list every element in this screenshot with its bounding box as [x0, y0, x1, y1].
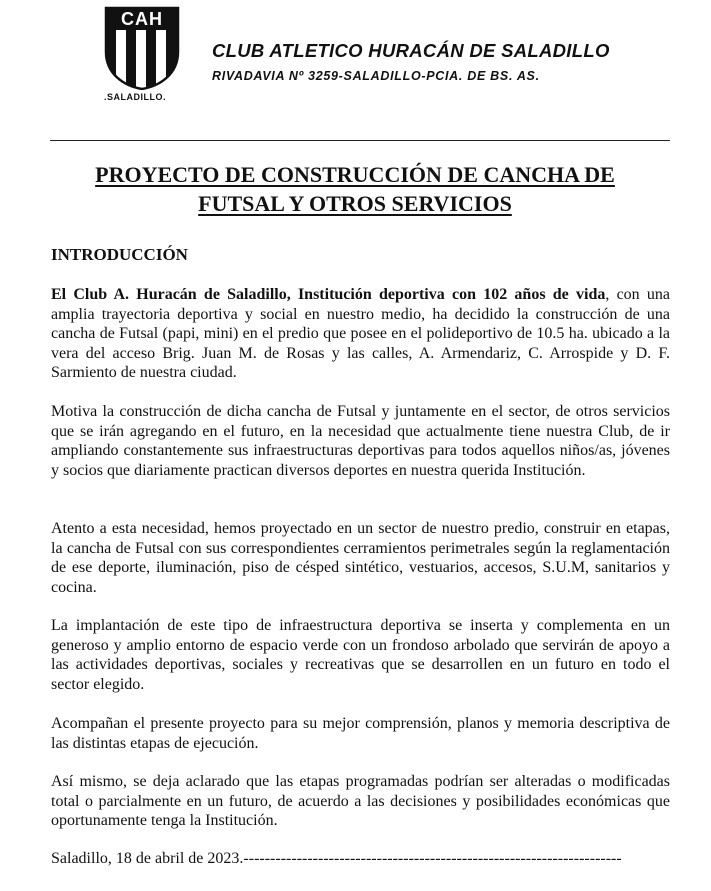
- club-name: CLUB ATLETICO HURACÁN DE SALADILLO: [212, 40, 610, 61]
- club-address: RIVADAVIA Nº 3259-SALADILLO-PCIA. DE BS. AS.: [212, 69, 540, 83]
- signoff-date: Saladillo, 18 de abril de 2023.-----------------------------------------------------------------------: [51, 850, 622, 867]
- paragraph-1-bold: El Club A. Huracán de Saladillo, Institución deportiva con 102 años de vida: [51, 286, 606, 303]
- title-line-2: FUTSAL Y OTROS SERVICIOS: [198, 191, 512, 216]
- paragraph-1: [51, 285, 670, 383]
- paragraph-5: Acompañan el presente proyecto para su mejor comprensión, planos y memoria descriptiva de las distintas etapas de ejecución.: [51, 715, 670, 752]
- paragraph-1-rest: , con una amplia trayectoria deportiva y social en nuestro medio, ha decidido la construcción de una cancha de Futsal (papi, mini) en el predio que posee en el polideportivo de 10.5 ha. ubicado a la vera del acceso Brig. Juan M. de Rosas y las calles, A. Armendariz, C. Arrospide y D. F. Sarmiento de nuestra ciudad.: [51, 286, 670, 382]
- logo-text: CAH: [121, 9, 163, 29]
- title-line-1: PROYECTO DE CONSTRUCCIÓN DE CANCHA DE: [95, 162, 615, 187]
- paragraph-4: La implantación de este tipo de infraestructura deportiva se inserta y complementa en un generoso y amplio entorno de espacio verde con un frondoso arbolado que servirán de apoyo a las actividades deportivas, sociales y recreativas que se desarrollen en un futuro en todo el sector elegido.: [51, 617, 670, 693]
- paragraph-2: Motiva la construcción de dicha cancha de Futsal y juntamente en el sector, de otros servicios que se irán agregando en el futuro, en la necesidad que actualmente tiene nuestra Club, de ir ampliando constantemente sus infraestructuras deportivas para todos aquellos niños/as, jóvenes y socios que diariamente practican diversos deportes en nuestra querida Institución.: [51, 403, 670, 479]
- logo-city-label: .SALADILLO.: [104, 92, 166, 102]
- club-crest-logo: [104, 6, 180, 90]
- document-title: [30, 160, 680, 218]
- header-divider: [50, 140, 670, 141]
- section-heading: INTRODUCCIÓN: [51, 245, 188, 264]
- paragraph-3: Atento a esta necesidad, hemos proyectado en un sector de nuestro predio, construir en etapas, la cancha de Futsal con sus correspondientes cerramientos perimetrales según la reglamentación de ese deporte, iluminación, piso de césped sintético, vestuarios, accesos, S.U.M, sanitarios y cocina.: [51, 520, 670, 596]
- paragraph-6: Así mismo, se deja aclarado que las etapas programadas podrían ser alteradas o modificadas total o parcialmente en un futuro, de acuerdo a las decisiones y posibilidades económicas que oportunamente tenga la Institución.: [51, 773, 670, 830]
